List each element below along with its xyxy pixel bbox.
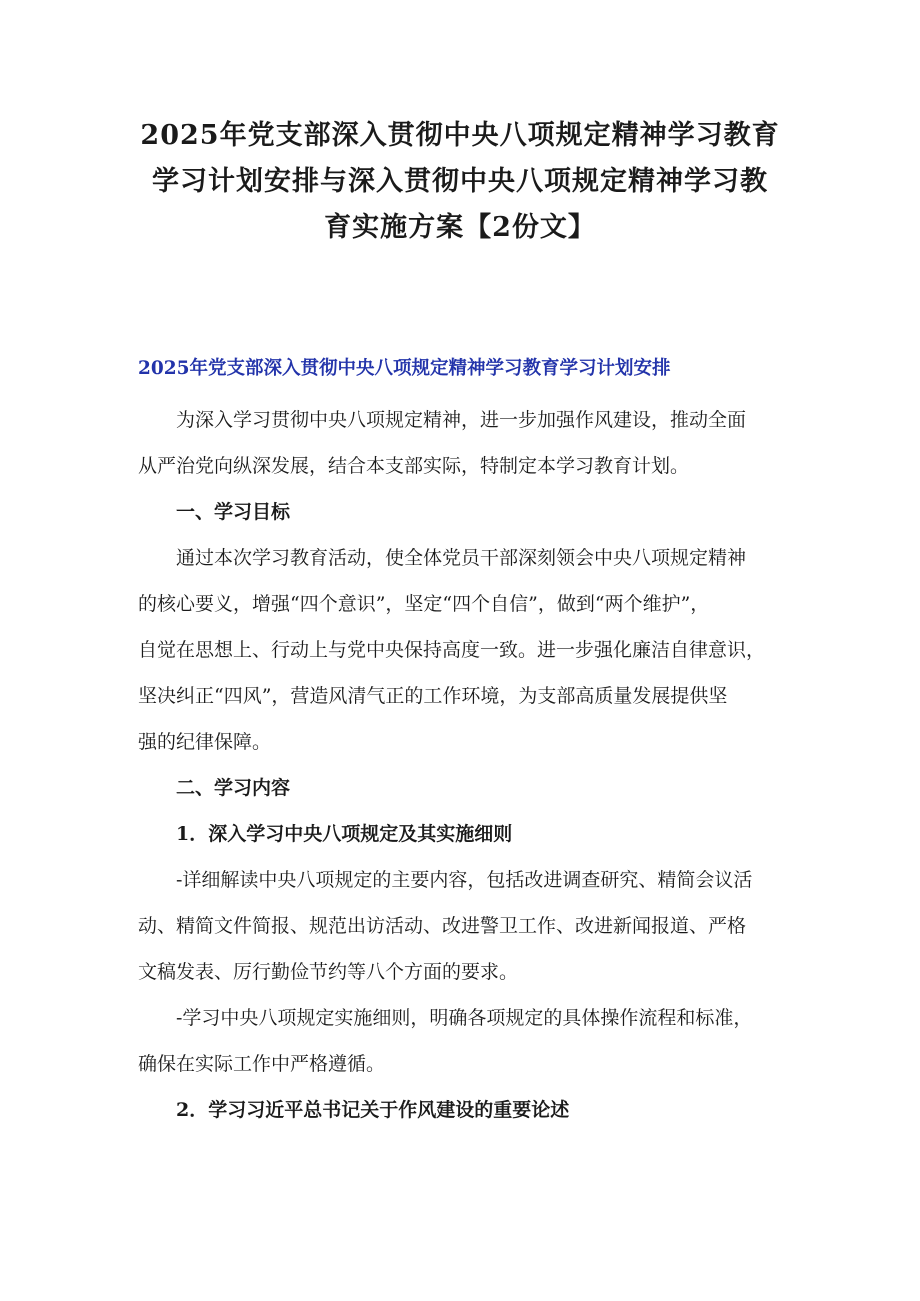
paragraph-line: 从严治党向纵深发展，结合本支部实际，特制定本学习教育计划。	[138, 455, 690, 477]
item1-paragraph-2	[138, 995, 788, 1087]
plan-subtitle: 2025年党支部深入贯彻中央八项规定精神学习教育学习计划安排	[138, 358, 671, 379]
document-body	[138, 397, 788, 1133]
paragraph-line: 自觉在思想上、行动上与党中央保持高度一致。进一步强化廉洁自律意识，	[138, 639, 766, 661]
item1-paragraph-1	[138, 857, 788, 995]
paragraph-line: 文稿发表、厉行勤俭节约等八个方面的要求。	[138, 961, 519, 983]
goals-paragraph	[138, 535, 788, 765]
title-line: 学习计划安排与深入贯彻中央八项规定精神学习教	[152, 166, 768, 197]
document-title	[120, 112, 800, 250]
paragraph-line: 动、精简文件简报、规范出访活动、改进警卫工作、改进新闻报道、严格	[138, 915, 747, 937]
paragraph-line: -学习中央八项规定实施细则，明确各项规定的具体操作流程和标准，	[176, 1007, 753, 1029]
paragraph-line: 强的纪律保障。	[138, 731, 272, 753]
title-line: 育实施方案【2份文】	[324, 212, 596, 243]
title-line: 2025年党支部深入贯彻中央八项规定精神学习教育	[140, 120, 780, 151]
paragraph-line: -详细解读中央八项规定的主要内容，包括改进调查研究、精简会议活	[176, 869, 753, 891]
section-heading-content: 二、学习内容	[176, 777, 291, 799]
paragraph-line: 为深入学习贯彻中央八项规定精神，进一步加强作风建设，推动全面	[176, 409, 747, 431]
paragraph-line: 通过本次学习教育活动，使全体党员干部深刻领会中央八项规定精神	[176, 547, 747, 569]
paragraph-line: 确保在实际工作中严格遵循。	[138, 1053, 386, 1075]
paragraph-line: 的核心要义，增强“四个意识”，坚定“四个自信”，做到“两个维护”，	[138, 593, 710, 615]
section-heading-goals: 一、学习目标	[176, 501, 291, 523]
item-heading-2: 2．学习习近平总书记关于作风建设的重要论述	[176, 1099, 570, 1121]
intro-paragraph	[138, 397, 788, 489]
item-heading-1: 1．深入学习中央八项规定及其实施细则	[176, 823, 513, 845]
paragraph-line: 坚决纠正“四风”，营造风清气正的工作环境，为支部高质量发展提供坚	[138, 685, 728, 707]
